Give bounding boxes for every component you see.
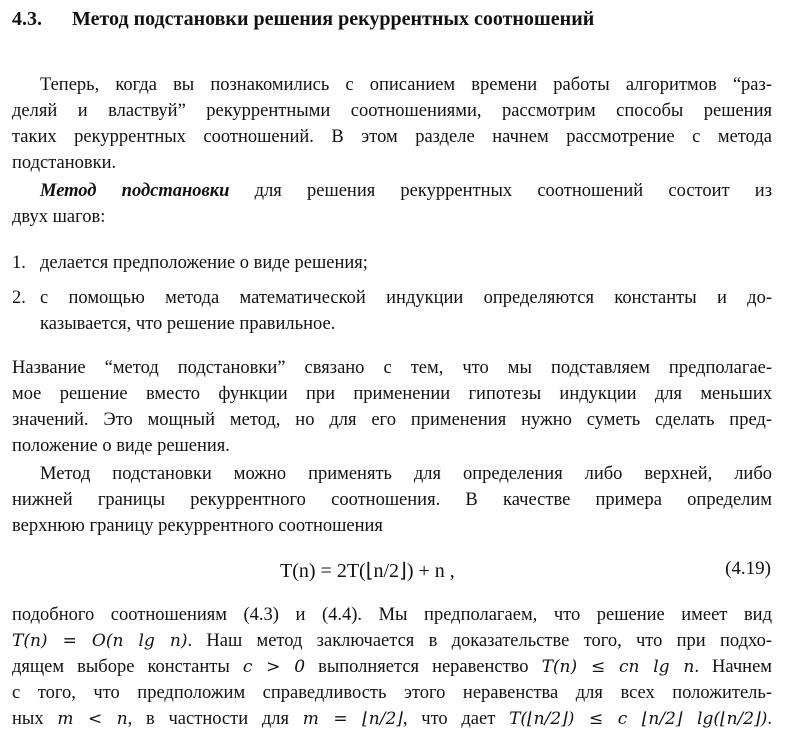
paragraph-line: значений. Это мощный метод, но для его применения нужно суметь сделать пред-	[12, 410, 772, 430]
paragraph-line: Теперь, когда вы познакомились с описанием времени работы алгоритмов “раз-	[40, 75, 772, 95]
list-text: делается предположение о виде решения;	[40, 253, 368, 273]
paragraph-line: таких рекуррентных соотношений. В этом разделе начнем рассмотрение с метода	[12, 127, 772, 147]
list-number: 2.	[12, 288, 26, 308]
list-item	[12, 285, 772, 311]
math-inline: m = ⌊n/2⌋	[302, 709, 403, 729]
text-span: . Начнем	[694, 657, 772, 677]
paragraph-line: нижней границы рекуррентного соотношения. В качестве примера определим	[12, 490, 772, 510]
math-inline: c > 0	[242, 657, 306, 677]
paragraph-line: подстановки.	[12, 153, 117, 173]
list-item-continuation: казывается, что решение правильное.	[40, 314, 336, 334]
paragraph-line: двух шагов:	[12, 207, 106, 227]
paragraph-line: мое решение вместо функции при применении гипотезы индукции для меньших	[12, 384, 772, 404]
section-number: 4.3.	[12, 8, 42, 30]
math-inline: T(n) ≤ cn lg n	[541, 657, 695, 677]
math-inline: T(n) = O(n lg n)	[12, 631, 188, 651]
paragraph-line: верхнюю границу рекуррентного соотношения	[12, 516, 383, 536]
paragraph-line: Метод подстановки можно применять для определения либо верхней, либо	[40, 464, 772, 484]
text-span: . Наш метод заключается в доказательстве того, что при подхо-	[187, 631, 772, 651]
paragraph-line: подобного соотношениям (4.3) и (4.4). Мы предполагаем, что решение имеет вид	[12, 605, 772, 625]
paragraph-line	[12, 654, 772, 680]
equation: T(n) = 2T(⌊n/2⌋) + n ,	[280, 560, 455, 582]
paragraph-line	[40, 178, 772, 204]
math-inline: m < n	[57, 709, 128, 729]
text-span: , в частности для	[127, 709, 303, 729]
section-heading	[12, 8, 594, 31]
section-title: Метод подстановки решения рекуррентных соотношений	[72, 8, 595, 30]
text-span: .	[767, 709, 772, 729]
text-span: ных	[12, 709, 58, 729]
paragraph-line: с того, что предположим справедливость этого неравенства для всех положитель-	[12, 683, 772, 703]
paragraph-line	[12, 706, 772, 732]
list-item	[12, 250, 772, 276]
text-span: для решения рекуррентных соотношений состоит из	[229, 181, 773, 201]
emphasized-term: Метод подстановки	[40, 181, 230, 201]
equation-label: (4.19)	[725, 558, 771, 579]
paragraph-line	[12, 628, 772, 654]
text-span: дящем выборе константы	[12, 657, 243, 677]
text-span: , что дает	[402, 709, 510, 729]
paragraph-line: Название “метод подстановки” связано с тем, что мы подставляем предполагае-	[12, 358, 772, 378]
text-span: выполняется неравенство	[305, 657, 542, 677]
math-inline: T(⌊n/2⌋) ≤ c ⌊n/2⌋ lg(⌊n/2⌋)	[509, 709, 768, 729]
list-number: 1.	[12, 253, 26, 273]
paragraph-line: положение о виде решения.	[12, 436, 230, 456]
list-text: с помощью метода математической индукции определяются константы и до-	[40, 288, 772, 308]
paragraph-line: деляй и властвуй” рекуррентными соотношениями, рассмотрим способы решения	[12, 101, 772, 121]
